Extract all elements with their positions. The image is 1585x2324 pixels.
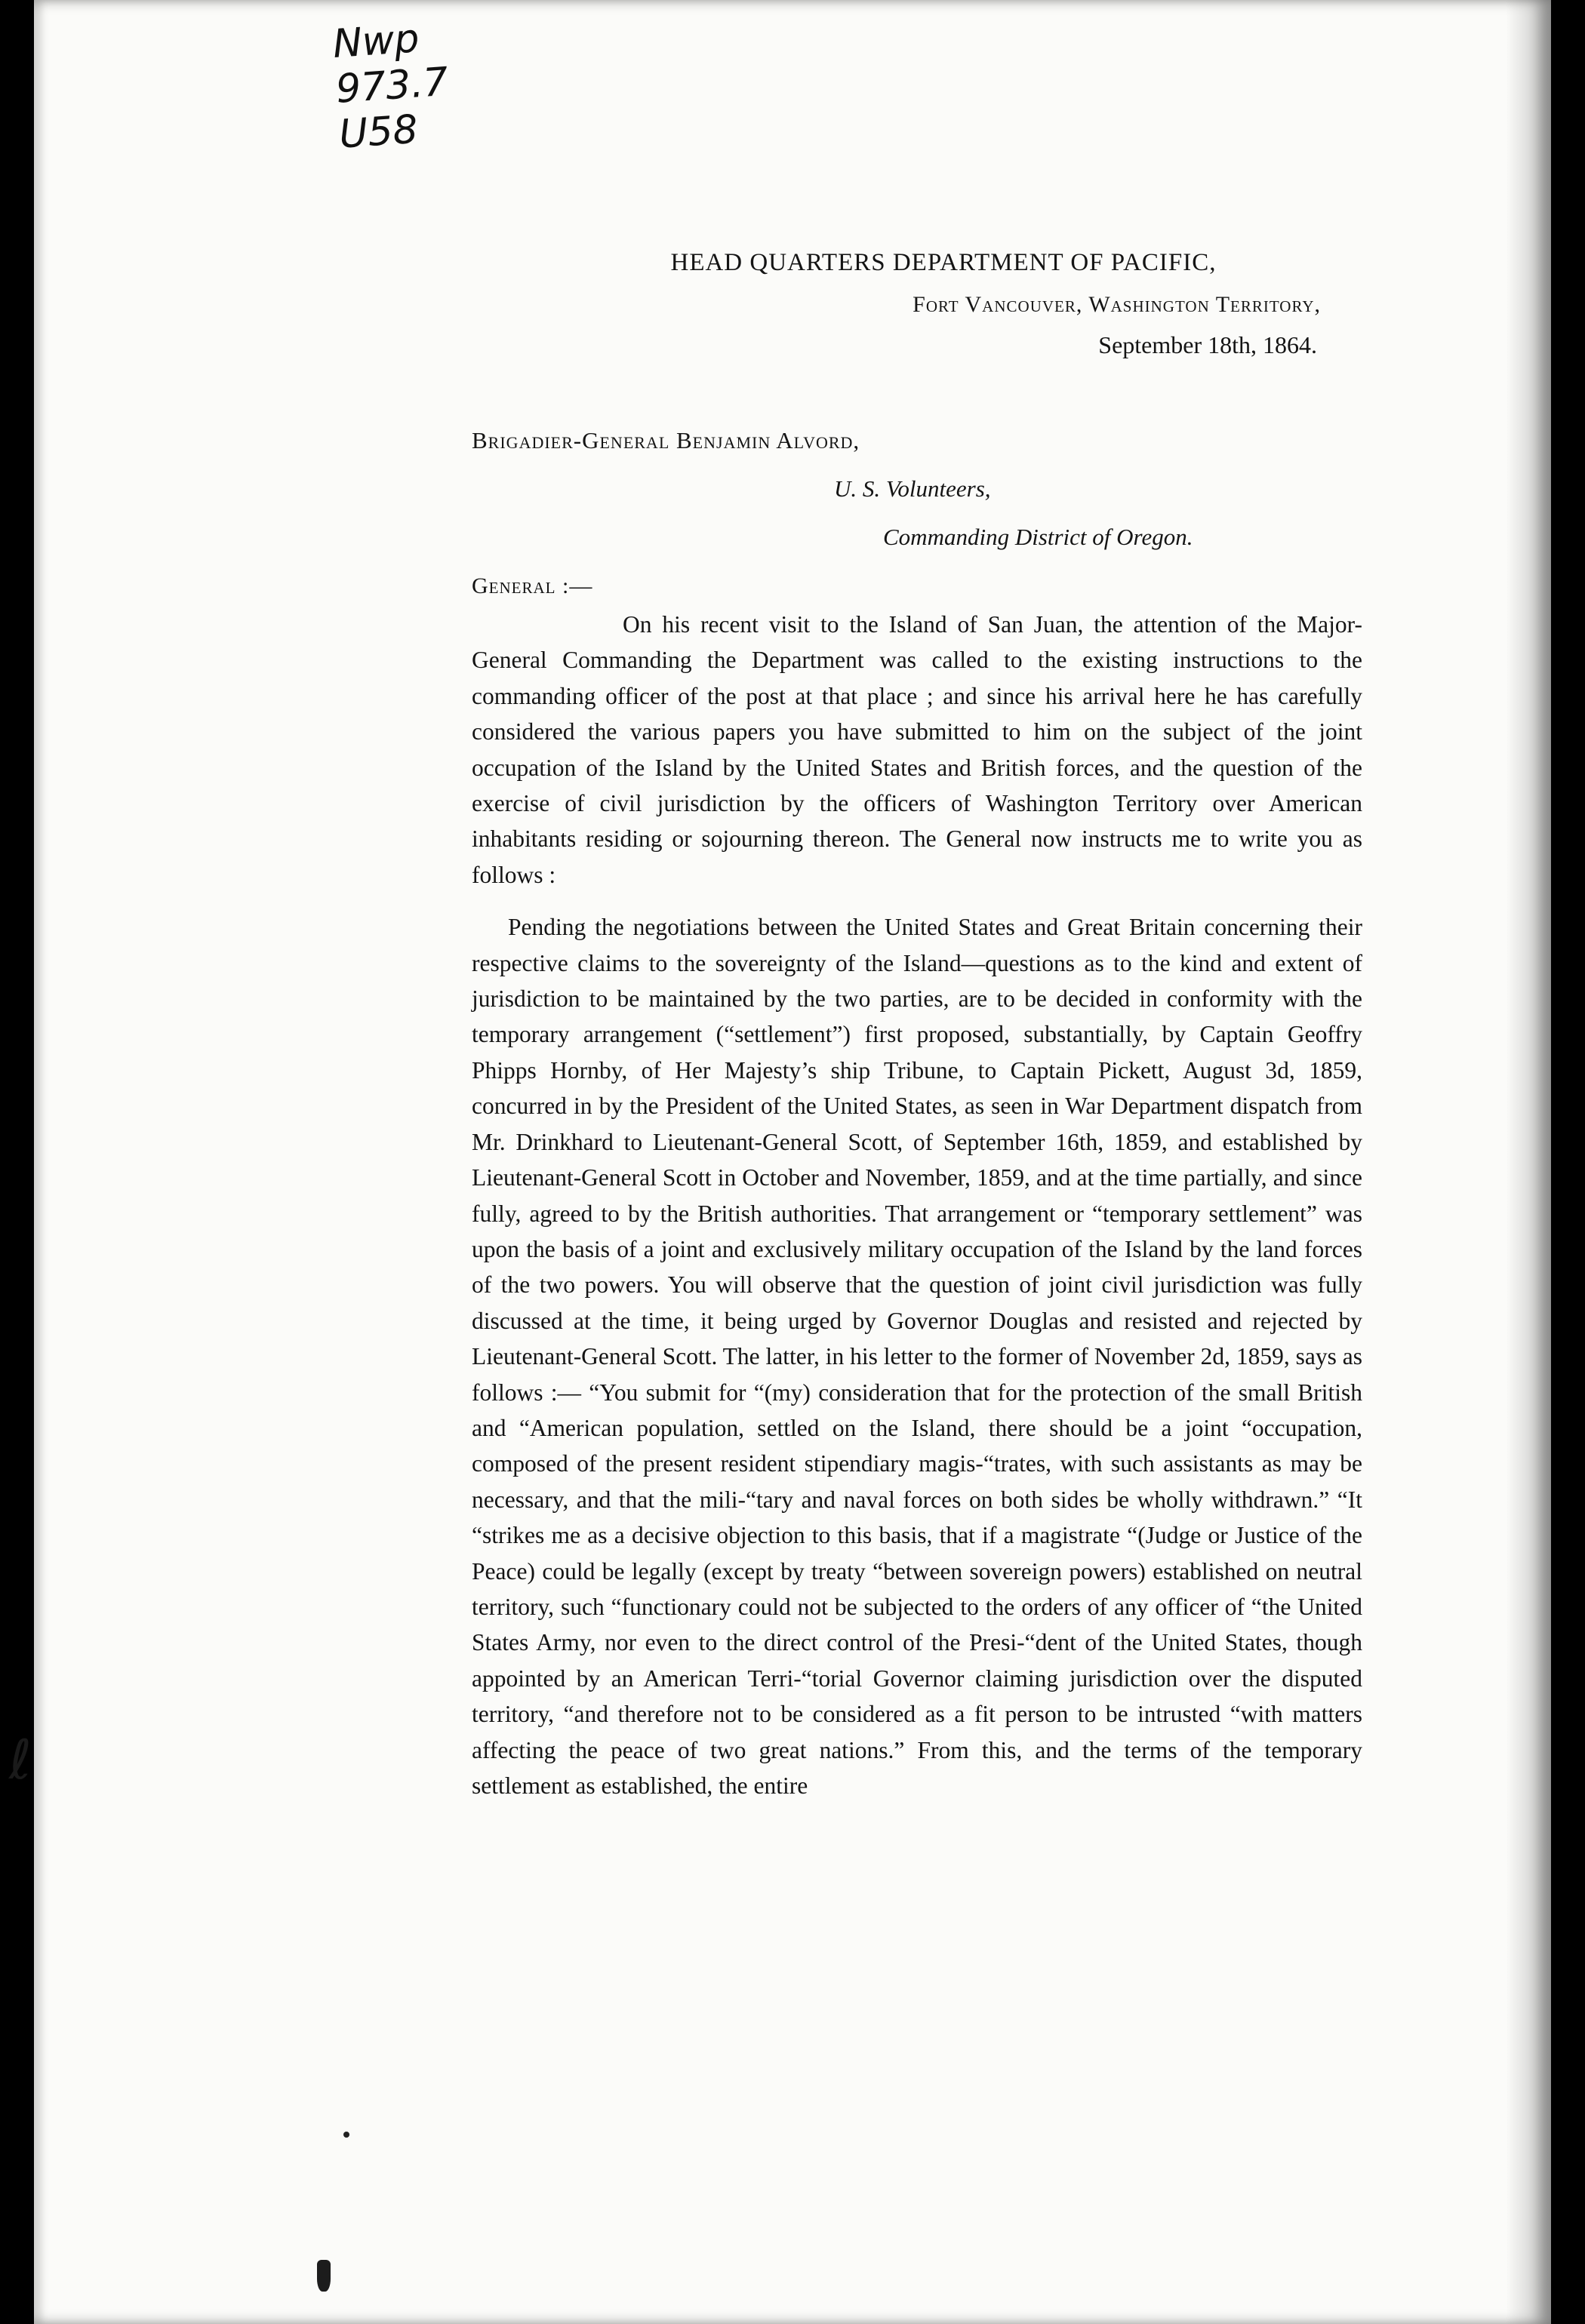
call-number-line-3: U58 <box>337 106 420 158</box>
call-number-line-1: Nwp <box>331 16 421 68</box>
paragraph-1: On his recent visit to the Island of San Juan, the attention of the Major-General Commanding the Department was called to the existing instructions to the commanding officer of the post at that place ; and since his arrival here he has carefully considered the various papers you have submitted to him on the subject of the joint occupation of the Island by the United States and British forces, and the question of the exercise of civil jurisdiction by the officers of Washington Territory over American inhabitants residing or sojourning thereon. The General now instructs me to write you as follows : <box>472 611 1362 888</box>
addressee-name: Brigadier-General Benjamin Alvord, <box>472 427 860 453</box>
salutation: General :— <box>472 573 593 598</box>
letter-content <box>472 249 1362 1803</box>
paragraph-2: Pending the negotiations between the United States and Great Britain concerning their respective claims to the sovereignty of the Island—questions as to the kind and extent of jurisdiction to be maintained by the two parties, are to be decided in conformity with the temporary arrangement (“settlement”) first proposed, substantially, by Captain Geoffry Phipps Hornby, of Her Majesty’s ship Tribune, to Captain Pickett, August 3d, 1859, concurred in by the President of the United States, as seen in War Department dispatch from Mr. Drinkhard to Lieutenant-General Scott, of September 16th, 1859, and established by Lieutenant-General Scott in October and November, 1859, and at the time partially, and since fully, agreed to by the British authorities. That arrangement or “temporary settlement” was upon the basis of a joint and exclusively military occupation of the Island by the land forces of the two powers. You will observe that the question of joint civil jurisdiction was fully discussed at the time, it being urged by Governor Douglas and resisted and rejected by Lieutenant-General Scott. The latter, in his letter to the former of November 2d, 1859, says as follows :— “You submit for “(my) consideration that for the protection of the small British and “American population, settled on the Island, there should be a joint “occupation, composed of the present resident stipendiary magis-“trates, with such assistants as may be necessary, and that the mili-“tary and naval forces on both sides be wholly withdrawn.” “It “strikes me as a decisive objection to this basis, that if a magistrate “(Judge or Justice of the Peace) could be legally (except by treaty “between sovereign powers) established on neutral territory, such “functionary could not be subjected to the orders of any officer of “the United States Army, nor even to the direct control of the Presi-“dent of the United States, though appointed by an American Terri-“torial Governor claiming jurisdiction over the disputed territory, “and therefore not to be considered as a fit person to be intrusted “with matters affecting the peace of two great nations.” From this, and the terms of the temporary settlement as established, the entire <box>472 914 1362 1799</box>
handwritten-call-number <box>331 11 491 158</box>
letter-body <box>472 607 1362 1803</box>
call-number-line-2: 973.7 <box>334 59 450 112</box>
document-page <box>34 0 1551 2324</box>
addressee-command: Commanding District of Oregon. <box>883 524 1193 550</box>
page-edge-shadow <box>1506 0 1551 2324</box>
margin-dot-mark <box>343 2132 349 2138</box>
letter-heading: HEAD QUARTERS DEPARTMENT OF PACIFIC, <box>670 249 1217 276</box>
letter-location: Fort Vancouver, Washington Territory, <box>913 292 1321 317</box>
margin-scan-mark: ℓ <box>9 1728 32 1791</box>
bottom-scan-mark <box>317 2260 331 2292</box>
letter-date: September 18th, 1864. <box>1098 331 1317 358</box>
addressee-rank: U. S. Volunteers, <box>834 475 991 502</box>
